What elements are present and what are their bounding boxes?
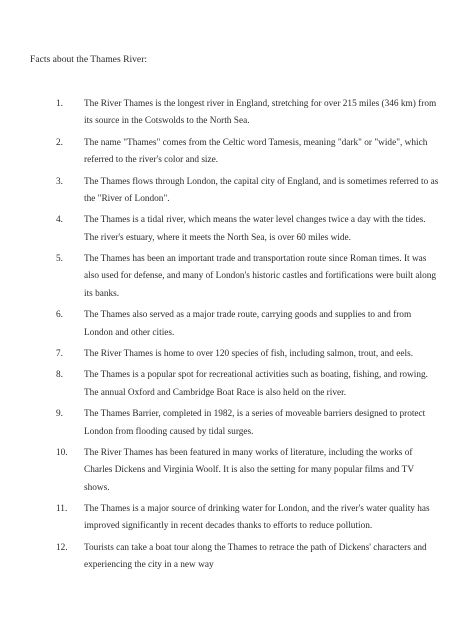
fact-text: The River Thames has been featured in many works of literature, including the works of Charles Dickens and Virginia Woolf. It is also the setting for many popular films and TV shows. — [84, 448, 414, 493]
fact-text: The Thames is a major source of drinking water for London, and the river's water quality has improved significantly in recent decades thanks to efforts to reduce pollution. — [84, 504, 430, 532]
fact-item-2 — [0, 135, 440, 170]
fact-text: The Thames has been an important trade and transportation route since Roman times. It was also used for defense, and many of London's historic castles and fortifications were built along its banks. — [84, 254, 437, 299]
fact-text: The River Thames is home to over 120 species of fish, including salmon, trout, and eels. — [84, 348, 414, 359]
document-title: Facts about the Thames River: — [30, 54, 148, 65]
fact-item-3 — [0, 174, 440, 209]
fact-text: The Thames Barrier, completed in 1982, is a series of moveable barriers designed to protect London from flooding caused by tidal surges. — [84, 409, 426, 437]
facts-list — [0, 96, 474, 579]
fact-number: 7. — [56, 348, 63, 359]
fact-text: The Thames is a tidal river, which means the water level changes twice a day with the tides. The river's estuary, where it meets the North Sea, is over 60 miles wide. — [84, 215, 426, 243]
fact-item-12 — [0, 540, 440, 575]
fact-item-11 — [0, 501, 440, 536]
fact-number: 5. — [56, 254, 63, 265]
fact-item-8 — [0, 367, 440, 402]
fact-item-1 — [0, 96, 440, 131]
fact-number: 4. — [56, 215, 63, 226]
fact-number: 6. — [56, 310, 63, 321]
fact-number: 11. — [56, 504, 68, 515]
fact-text: The Thames flows through London, the capital city of England, and is sometimes referred to as the "River of London". — [84, 176, 439, 204]
fact-item-5 — [0, 251, 440, 303]
fact-item-4 — [0, 212, 440, 247]
fact-number: 10. — [56, 448, 68, 459]
fact-number: 9. — [56, 409, 63, 420]
fact-item-10 — [0, 445, 440, 497]
fact-number: 2. — [56, 137, 63, 148]
fact-text: The River Thames is the longest river in England, stretching for over 215 miles (346 km) from its source in the Cotswolds to the North Sea. — [84, 99, 437, 127]
fact-item-7 — [0, 346, 440, 363]
fact-number: 1. — [56, 99, 63, 109]
fact-item-6 — [0, 307, 440, 342]
fact-text: The Thames also served as a major trade route, carrying goods and supplies to and from London and other cities. — [84, 310, 412, 338]
fact-number: 3. — [56, 176, 63, 187]
fact-number: 8. — [56, 370, 63, 381]
fact-number: 12. — [56, 542, 68, 553]
fact-text: The Thames is a popular spot for recreational activities such as boating, fishing, and rowing. The annual Oxford and Cambridge Boat Race is also held on the river. — [84, 370, 428, 398]
fact-text: The name "Thames" comes from the Celtic word Tamesis, meaning "dark" or "wide", which referred to the river's color and size. — [84, 137, 428, 166]
fact-item-9 — [0, 406, 440, 441]
fact-text: Tourists can take a boat tour along the Thames to retrace the path of Dickens' characters and experiencing the city in a new way — [84, 542, 427, 571]
